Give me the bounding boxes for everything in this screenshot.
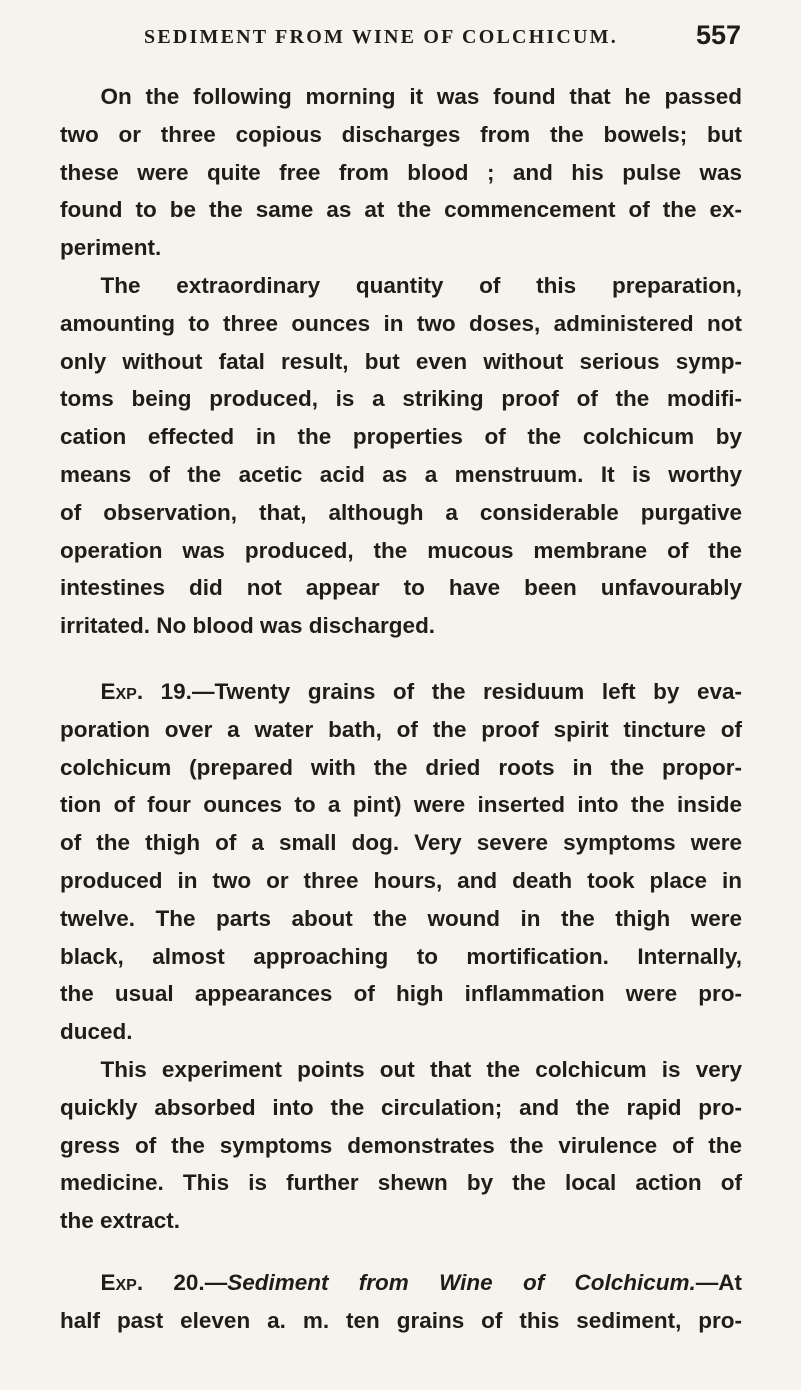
text-line: black, almost approaching to mortification. Internally, bbox=[60, 943, 742, 969]
text-line bbox=[60, 673, 742, 711]
text-line: The extraordinary quantity of this preparation, bbox=[100, 272, 742, 298]
text-line: of the thigh of a small dog. Very severe symptoms were bbox=[60, 830, 742, 856]
paragraph-1 bbox=[60, 78, 742, 267]
text-line: duced. bbox=[60, 1019, 133, 1045]
text-line: produced in two or three hours, and death took place in bbox=[60, 867, 742, 893]
page-number: 557 bbox=[695, 20, 741, 50]
text-line: This experiment points out that the colchicum is very bbox=[100, 1056, 742, 1082]
text-line: On the following morning it was found that he passed bbox=[100, 84, 742, 109]
text-line: amounting to three ounces in two doses, administered not bbox=[60, 310, 742, 336]
experiment-label: Exp. 20. bbox=[100, 1269, 205, 1295]
text-line: medicine. This is further shewn by the local action of bbox=[60, 1170, 742, 1196]
paragraph-2 bbox=[60, 267, 742, 645]
text-line: intestines did not appear to have been unfavourably bbox=[60, 575, 742, 601]
running-title: SEDIMENT FROM WINE OF COLCHICUM. bbox=[144, 26, 618, 48]
paragraph-exp-20 bbox=[60, 1264, 742, 1340]
running-head bbox=[60, 18, 741, 58]
text-line: the usual appearances of high inflammation were pro- bbox=[60, 981, 742, 1007]
text-line: found to be the same as at the commencement of the ex- bbox=[60, 197, 742, 223]
text-line: of observation, that, although a considerable purgative bbox=[60, 499, 742, 525]
text-line: periment. bbox=[60, 235, 162, 261]
text-line: two or three copious discharges from the bowels; but bbox=[60, 121, 742, 147]
text-run: — bbox=[204, 1269, 228, 1295]
paragraph-4 bbox=[60, 1051, 742, 1240]
text-line: cation effected in the properties of the colchicum by bbox=[60, 424, 742, 450]
text-line: tion of four ounces to a pint) were inserted into the inside bbox=[60, 792, 742, 818]
text-line: irritated. No blood was discharged. bbox=[60, 613, 436, 639]
text-line: means of the acetic acid as a menstruum. It is worthy bbox=[60, 461, 742, 487]
text-line: these were quite free from blood ; and his pulse was bbox=[60, 159, 742, 185]
text-line: the extract. bbox=[60, 1208, 181, 1234]
text-line: operation was produced, the mucous membrane of the bbox=[60, 537, 742, 563]
paragraph-exp-19 bbox=[60, 673, 742, 1051]
text-line: only without fatal result, but even without serious symp- bbox=[60, 348, 742, 374]
experiment-title: Sediment from Wine of Colchicum. bbox=[227, 1269, 696, 1295]
text-line: twelve. The parts about the wound in the thigh were bbox=[60, 905, 742, 931]
experiment-label: Exp. 19. bbox=[100, 678, 192, 704]
text-line: toms being produced, is a striking proof of the modifi- bbox=[60, 386, 742, 412]
text-line: quickly absorbed into the circulation; and the rapid pro- bbox=[60, 1094, 742, 1120]
text-run: —Twenty grains of the residuum left by eva- bbox=[191, 678, 742, 704]
text-line: half past eleven a. m. ten grains of this sediment, pro- bbox=[60, 1307, 742, 1333]
text-line bbox=[60, 1264, 742, 1302]
text-line: poration over a water bath, of the proof spirit tincture of bbox=[60, 716, 742, 742]
body-text bbox=[60, 78, 742, 1340]
text-line: gress of the symptoms demonstrates the virulence of the bbox=[60, 1132, 742, 1158]
text-line: colchicum (prepared with the dried roots in the propor- bbox=[60, 754, 742, 780]
text-run: —At bbox=[695, 1269, 743, 1295]
